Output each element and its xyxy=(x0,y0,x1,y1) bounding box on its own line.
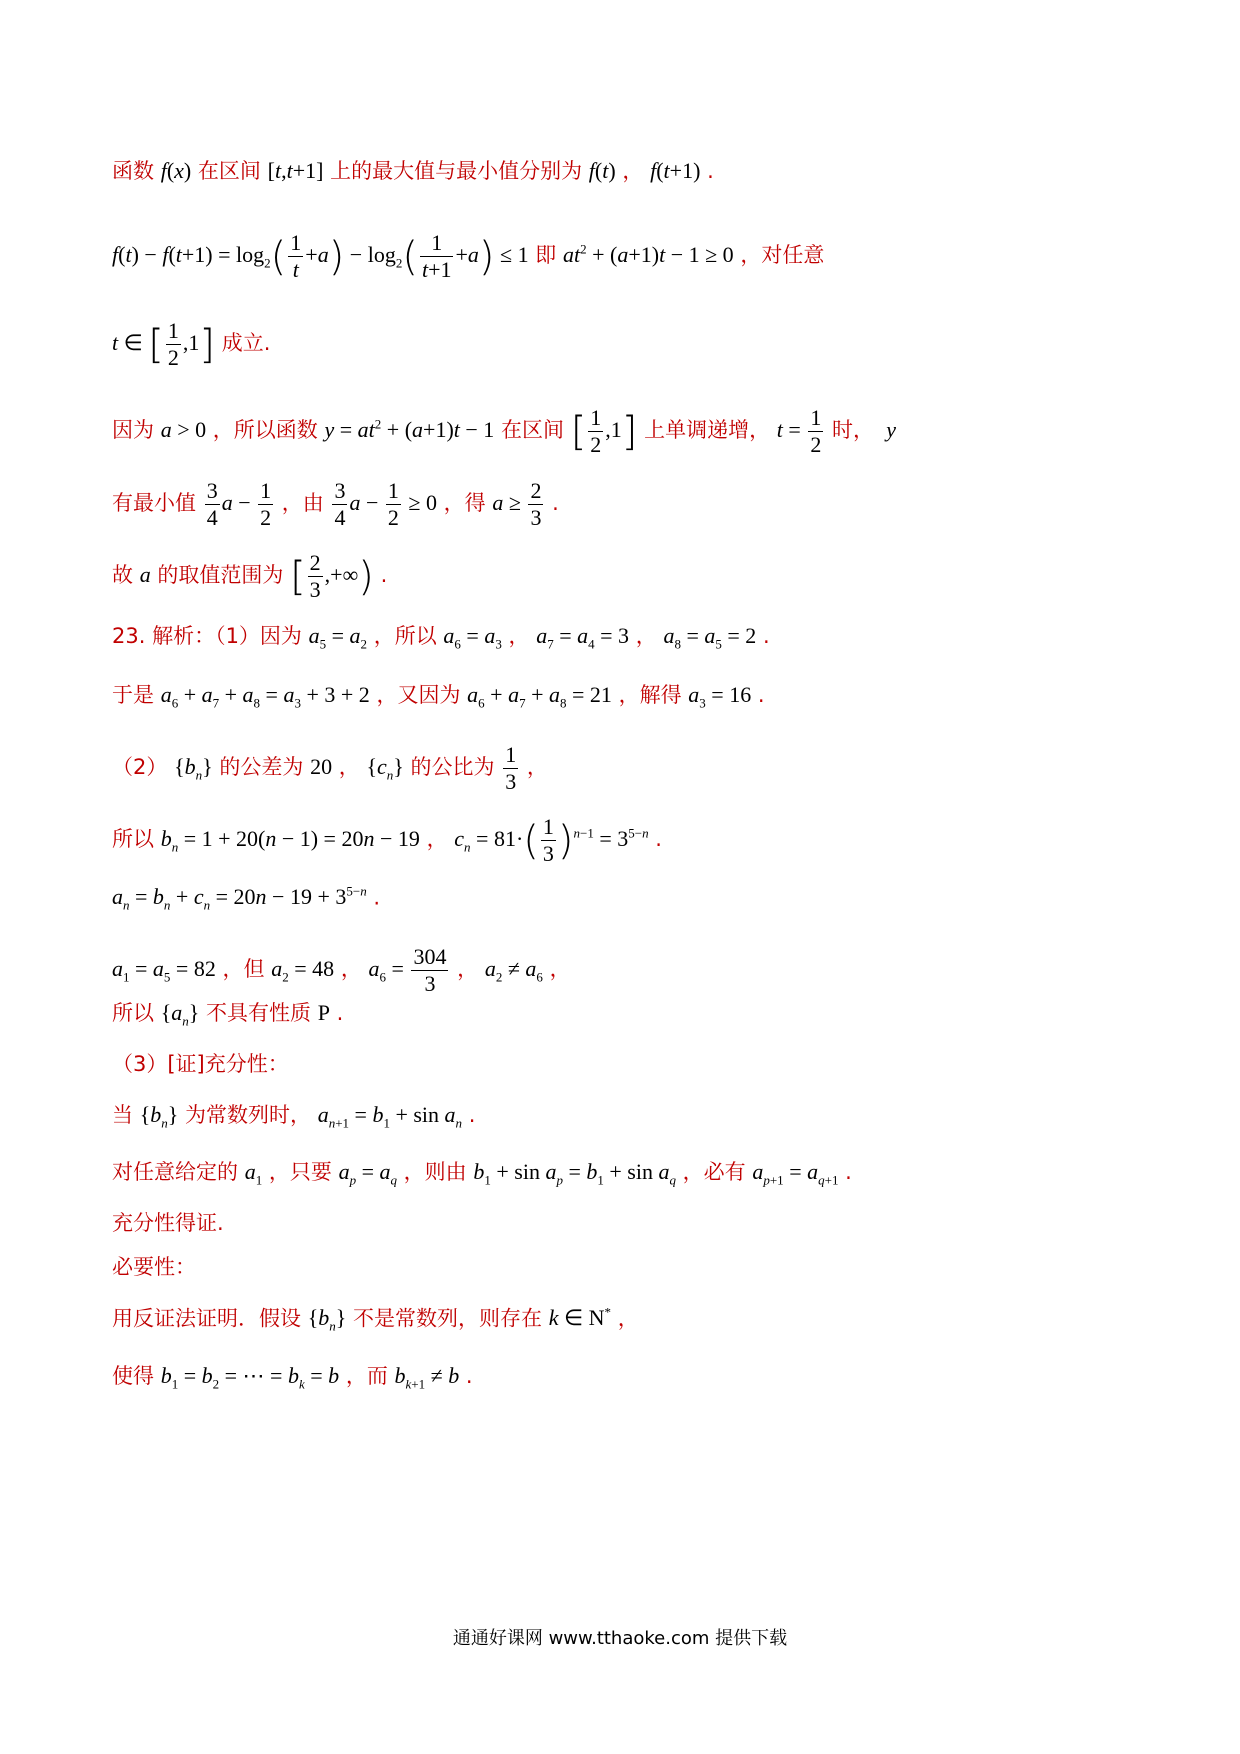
formula: a ≥ $\frac{2}{3}$ xyxy=(492,478,542,531)
line-9 xyxy=(112,742,548,796)
formula: $a_1 = a_5 = 82$ xyxy=(112,955,216,985)
formula: $y = at^2 + (a+1)t - 1$ xyxy=(324,416,495,442)
text: ，而 xyxy=(345,1364,388,1388)
text: 所以 xyxy=(112,1001,154,1025)
text: . xyxy=(845,1160,852,1184)
text: ，又因为 xyxy=(376,683,461,707)
formula: $c_n = 81\cdot$( $\frac{1}{3}$ )$^{n-1} = 3^{5-n}$ xyxy=(454,814,649,867)
text: 当 xyxy=(112,1103,133,1127)
formula: $a_6$ = $\frac{304}{3}$ xyxy=(368,944,447,997)
formula: $a_2 \ne a_6$ xyxy=(484,955,543,985)
text: ，所以 xyxy=(373,624,437,648)
text: 成立. xyxy=(221,330,271,355)
formula: $\frac{3}{4}$ a − $\frac{1}{2}$ ≥ 0 xyxy=(334,478,437,531)
text: ， xyxy=(457,956,479,981)
text: . xyxy=(465,1364,473,1388)
text: . xyxy=(336,1001,344,1025)
line-17 xyxy=(112,1213,224,1234)
text: 函数 xyxy=(112,159,154,183)
formula: $a_5 = a_2$ xyxy=(308,623,368,652)
text: . xyxy=(707,159,714,183)
formula: k ∈ N* xyxy=(548,1305,612,1331)
formula xyxy=(501,742,520,795)
line-16 xyxy=(112,1161,852,1186)
text: 不具有性质 xyxy=(206,1001,311,1025)
formula: $a_6 = a_3$ xyxy=(443,623,502,652)
formula: $a_8 = a_5 = 2$ xyxy=(663,623,757,652)
formula: $a_6 + a_7 + a_8 = 21$ xyxy=(467,682,612,711)
text: 故 xyxy=(112,562,133,587)
text: 23. 解析：（1）因为 xyxy=(112,624,302,648)
line-6 xyxy=(112,550,387,604)
formula: $\{b_n\}$ xyxy=(174,753,213,783)
text: . xyxy=(380,562,388,587)
line-20 xyxy=(112,1365,473,1390)
line-15 xyxy=(112,1104,475,1129)
formula: $\{b_n\}$ xyxy=(139,1102,179,1131)
frac-den: 3 xyxy=(424,971,436,997)
text: 即 xyxy=(535,242,557,267)
text: 充分性得证. xyxy=(112,1211,224,1235)
line-12 xyxy=(112,944,571,998)
formula: y xyxy=(886,416,896,442)
line-3 xyxy=(112,318,270,372)
text: 用反证法证明．假设 xyxy=(112,1306,301,1331)
formula: $at^2 + (a+1)t - 1 \ge 0$ xyxy=(562,241,734,267)
text: ，必有 xyxy=(682,1160,746,1184)
text: （2） xyxy=(112,754,168,779)
frac-num: 1 xyxy=(503,742,518,769)
formula: $a_p = a_q$ xyxy=(338,1159,397,1188)
formula: f(x) xyxy=(160,158,192,183)
text: ，由 xyxy=(281,490,324,515)
text: ， xyxy=(508,624,530,648)
text: ， xyxy=(635,624,657,648)
formula: $a_n = b_n + c_n = 20n - 19 + 3^{5-n}$ xyxy=(112,884,367,913)
formula: P xyxy=(317,1000,330,1025)
text: （3）[证]充分性： xyxy=(112,1052,289,1076)
line-14 xyxy=(112,1054,289,1075)
formula: $a_{n+1} = b_1 + \sin a_n$ xyxy=(317,1102,463,1131)
line-18 xyxy=(112,1257,196,1278)
text: 在区间 xyxy=(501,417,564,442)
formula: f(t+1) xyxy=(650,158,701,183)
text: 上单调递增， xyxy=(644,417,771,442)
text: ， xyxy=(426,826,448,851)
text: 在区间 xyxy=(197,159,261,183)
text: 的公差为 xyxy=(219,754,304,779)
formula: $\{a_n\}$ xyxy=(160,1000,200,1029)
text: . xyxy=(757,683,765,707)
formula: $a_1$ xyxy=(244,1159,263,1188)
text: ，只要 xyxy=(268,1160,332,1184)
line-5 xyxy=(112,478,559,532)
line-1 xyxy=(112,160,714,182)
formula: $b_n = 1 + 20(n - 1) = 20n - 19$ xyxy=(160,825,420,855)
text: ，解得 xyxy=(618,683,682,707)
text: . xyxy=(552,490,559,515)
text: 必要性： xyxy=(112,1255,196,1279)
formula: [ $\frac{2}{3}$ ,+∞) xyxy=(290,550,374,603)
formula: $b_1 = b_2$ = ⋯ = $b_k = b$ xyxy=(160,1363,340,1392)
text: ，但 xyxy=(222,956,265,981)
line-10 xyxy=(112,814,662,868)
text: 所以 xyxy=(112,826,154,851)
text: ， xyxy=(622,159,644,183)
line-19 xyxy=(112,1306,639,1333)
formula: $a_3 = 16$ xyxy=(688,682,752,711)
formula: $\{c_n\}$ xyxy=(366,753,404,783)
text: . xyxy=(468,1103,476,1127)
formula: $a_7 = a_4 = 3$ xyxy=(536,623,630,652)
formula: [t,t+1] xyxy=(267,158,324,183)
line-11 xyxy=(112,885,380,912)
line-4 xyxy=(112,405,896,459)
formula: 20 xyxy=(310,753,333,779)
formula: [ $\frac{1}{2}$ ,1] xyxy=(570,405,638,458)
formula: $b_1 + \sin a_p = b_1 + \sin a_q$ xyxy=(473,1159,676,1188)
formula: $\frac{3}{4}$ a − $\frac{1}{2}$ xyxy=(206,478,272,531)
formula: $a_{p+1} = a_{q+1}$ xyxy=(752,1159,839,1188)
text: ， xyxy=(526,754,548,779)
text: 因为 xyxy=(112,417,154,442)
line-7 xyxy=(112,625,770,650)
text: ， xyxy=(617,1306,639,1331)
line-2 xyxy=(112,230,824,284)
text: 的取值范围为 xyxy=(157,562,284,587)
text: 有最小值 xyxy=(112,490,196,515)
text: ，则由 xyxy=(403,1160,467,1184)
formula: $b_{k+1} \ne b$ xyxy=(394,1363,460,1392)
formula: t ∈ [ $\frac{1}{2}$ ,1] xyxy=(112,318,216,371)
frac-num: 304 xyxy=(411,944,448,971)
formula: a > 0 xyxy=(160,416,207,442)
formula: t = $\frac{1}{2}$ xyxy=(776,405,822,458)
text: 上的最大值与最小值分别为 xyxy=(330,159,583,183)
text: 的公比为 xyxy=(410,754,495,779)
text: ， xyxy=(340,956,362,981)
text: 不是常数列，则存在 xyxy=(353,1306,542,1331)
formula: $a_6 + a_7 + a_8 = a_3 + 3 + 2$ xyxy=(160,682,370,711)
text: 为常数列时， xyxy=(185,1103,311,1127)
text: 对任意给定的 xyxy=(112,1160,238,1184)
text: ， xyxy=(549,956,571,981)
text: ，所以函数 xyxy=(212,417,318,442)
frac-den: 3 xyxy=(505,769,517,795)
line-8 xyxy=(112,684,765,709)
formula: f(t) xyxy=(588,158,616,183)
text: ， xyxy=(338,754,360,779)
formula: $f(t) - f(t+1) = \log_2$( $\frac{1}{t}$ $+a) - \log_2$( $\frac{1}{t+1}$ +a) ≤ 1 xyxy=(112,230,529,283)
text: 于是 xyxy=(112,683,154,707)
text: ，对任意 xyxy=(740,242,825,267)
text: 使得 xyxy=(112,1364,154,1388)
page-footer: 通通好课网 www.tthaoke.com 提供下载 xyxy=(452,1628,788,1649)
text: . xyxy=(655,826,662,851)
formula: a xyxy=(139,561,151,587)
text: . xyxy=(762,624,770,648)
formula: $a_2 = 48$ xyxy=(271,955,335,985)
text: ，得 xyxy=(443,490,486,515)
formula: $\{b_n\}$ xyxy=(307,1305,347,1334)
text: 时， xyxy=(832,417,875,442)
text: . xyxy=(373,885,381,910)
line-13 xyxy=(112,1002,343,1027)
